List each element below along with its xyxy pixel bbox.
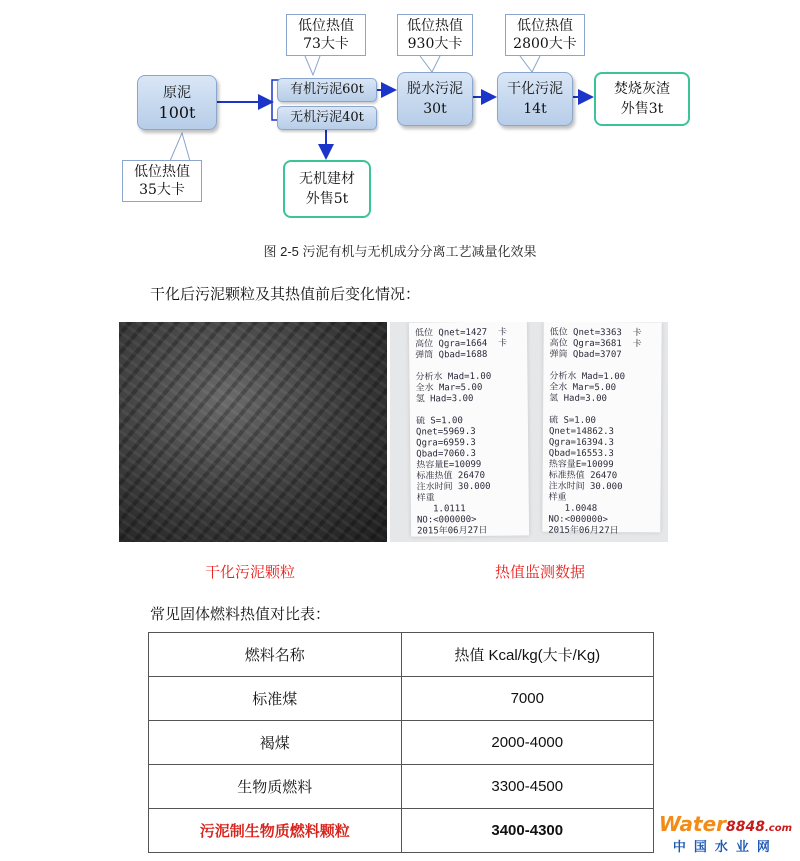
- callout-pointer-c4: [170, 133, 190, 161]
- table-header-value: 热值 Kcal/kg(大卡/Kg): [401, 633, 654, 677]
- table-cell-fuel: 褐煤: [149, 721, 402, 765]
- node-inorganic-label: 无机污泥40t: [290, 110, 364, 125]
- node-inorganic: [277, 106, 377, 130]
- granules-photo: [119, 322, 387, 542]
- callout-c2-line1: 低位热值: [407, 18, 463, 34]
- node-dried-value: 14t: [523, 101, 547, 117]
- section-heading: 干化后污泥颗粒及其热值前后变化情况：: [150, 285, 421, 303]
- callout-pointer-c1: [305, 56, 320, 75]
- node-dried-name: 干化污泥: [507, 81, 563, 97]
- callout-pointer-c2: [420, 56, 440, 72]
- fuel-comparison-table: [148, 632, 654, 853]
- node-raw-sludge-name: 原泥: [163, 84, 191, 101]
- callout-c4-line2: 35大卡: [139, 182, 185, 198]
- table-cell-value: 3400-4300: [401, 809, 654, 853]
- receipts-photo: [390, 322, 668, 542]
- table-row-highlight: [149, 809, 654, 853]
- granules-caption: 干化污泥颗粒: [204, 563, 295, 581]
- watermark-num: 8848: [726, 819, 765, 835]
- node-ash: [594, 72, 690, 126]
- watermark-logo: [659, 812, 792, 855]
- callout-c4: [122, 160, 202, 202]
- callout-c4-line1: 低位热值: [134, 164, 190, 180]
- callout-c1-line1: 低位热值: [298, 18, 354, 34]
- table-cell-value: 7000: [401, 677, 654, 721]
- watermark-cn: 中国水业网: [672, 840, 778, 855]
- watermark-brand-line: [659, 812, 792, 836]
- table-heading: 常见固体燃料热值对比表：: [150, 605, 331, 623]
- table-cell-fuel: 标准煤: [149, 677, 402, 721]
- figure-caption: 图 2-5 污泥有机与无机成分分离工艺减量化效果: [263, 244, 537, 259]
- node-ash-name: 焚烧灰渣: [614, 81, 670, 97]
- node-raw-sludge-value: 100t: [158, 102, 196, 122]
- table-header-fuel: 燃料名称: [149, 633, 402, 677]
- receipts-caption: 热值监测数据: [494, 563, 585, 581]
- table-cell-fuel: 生物质燃料: [149, 765, 402, 809]
- callout-c2-line2: 930大卡: [407, 36, 463, 52]
- node-ash-sub: 外售3t: [620, 101, 664, 117]
- table-cell-fuel: 污泥制生物质燃料颗粒: [149, 809, 402, 853]
- table-row: [149, 677, 654, 721]
- node-building-sub: 外售5t: [305, 191, 349, 207]
- node-building-name: 无机建材: [299, 171, 355, 187]
- node-dried: [497, 72, 573, 126]
- callout-c1: [286, 14, 366, 56]
- watermark-brand: Water: [658, 812, 726, 836]
- callout-c2: [397, 14, 473, 56]
- callout-c3-line2: 2800大卡: [513, 36, 577, 52]
- node-dewatered-value: 30t: [423, 101, 447, 117]
- table-cell-value: 2000-4000: [401, 721, 654, 765]
- table-row: [149, 765, 654, 809]
- receipt-left: 低位 Qnet=1427 卡 高位 Qgra=1664 卡 弹筒 Qbad=1688 分析水 Mad=1.00 全水 Mar=5.00 氢 Had=3.00 硫 S=1.00 Qnet=5969.3 Qgra=6959.3 Qbad=7060.3 热容量E=10099 标准热值 26470 注水时间 30.000 样重 1.0111 NO:<000000> 2015年06月27日: [409, 322, 529, 537]
- watermark-suffix: .com: [764, 823, 792, 834]
- node-dewatered: [397, 72, 473, 126]
- node-organic-label: 有机污泥60t: [290, 82, 364, 97]
- table-row: [149, 721, 654, 765]
- table-header-row: [149, 633, 654, 677]
- node-raw-sludge: [137, 75, 217, 130]
- callout-pointer-c3: [520, 56, 540, 72]
- node-dewatered-name: 脱水污泥: [407, 81, 463, 97]
- callout-c3: [505, 14, 585, 56]
- callout-c1-line2: 73大卡: [303, 36, 349, 52]
- receipt-right: 低位 Qnet=3363 卡 高位 Qgra=3681 卡 弹筒 Qbad=3707 分析水 Mad=1.00 全水 Mar=5.00 氢 Had=3.00 硫 S=1.00 Qnet=14862.3 Qgra=16394.3 Qbad=16553.3 热容量E=10099 标准热值 26470 注水时间 30.000 样重 1.0048 NO:<000000> 2015年06月27日: [542, 322, 661, 532]
- callout-c3-line1: 低位热值: [517, 18, 573, 34]
- node-building: [283, 160, 371, 218]
- node-organic: [277, 78, 377, 102]
- table-cell-value: 3300-4500: [401, 765, 654, 809]
